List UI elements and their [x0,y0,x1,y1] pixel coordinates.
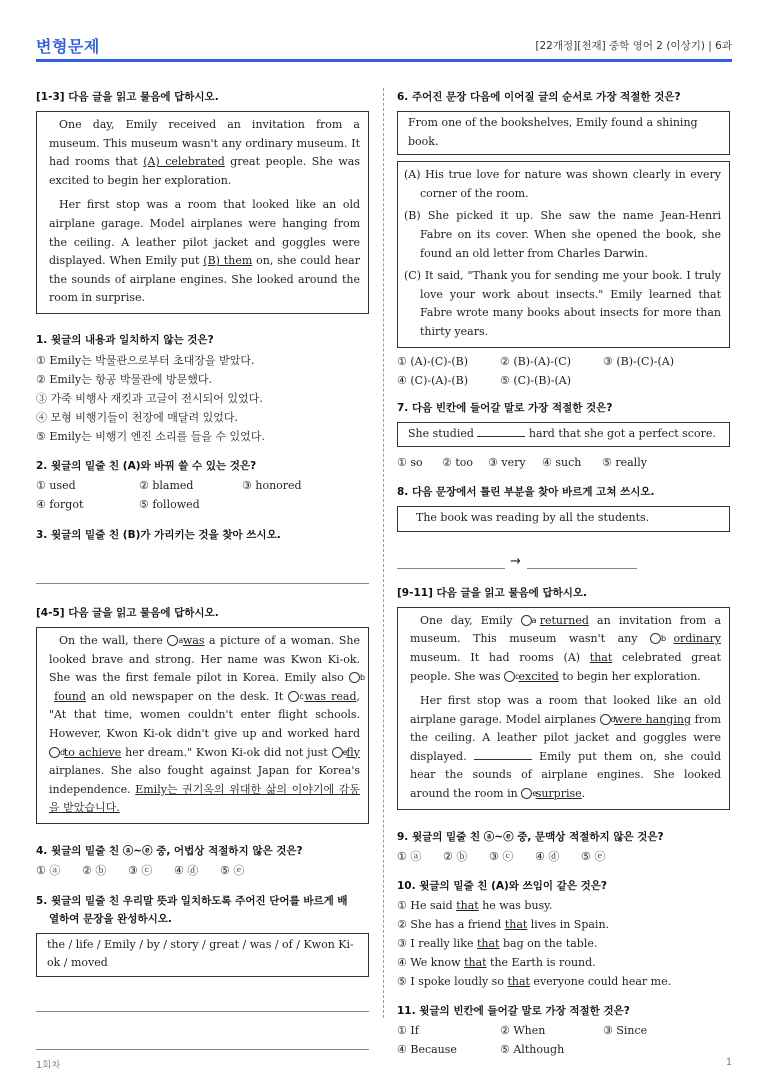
option[interactable]: ⑤ (C)-(B)-(A) [500,373,571,387]
passage-paragraph: On the wall, there a was a picture of a woman. She looked brave and strong. Her name was Kwon Ki-ok. She was the first female pilot in Korea. Emily also b found an old newspaper on the desk. It c was read, "At that time, women couldn't enter flight schools. However, Kwon Ki-ok didn't give up and worked hard d to achieve her dream." Kwon Ki-ok did not just e fly airplanes. She also fought against Japan for Korea's independence. Emily는 권기옥의 위대한 삶의 이야기에 감동을 받았습니다. [49,633,366,815]
question-heading: 10. 윗글의 밑줄 친 (A)와 쓰임이 같은 것은? [397,879,608,892]
option[interactable]: ⑤ Although [500,1042,565,1056]
option[interactable]: ② Emily는 항공 박물관에 방문했다. [36,372,212,386]
option[interactable]: ③ (B)-(C)-(A) [603,354,674,368]
option[interactable]: ① used [36,478,76,492]
option-list [397,896,730,991]
question-group-heading: [1-3] 다음 글을 읽고 물음에 답하시오. [36,91,219,103]
option[interactable]: ④ forgot [36,497,84,511]
option[interactable]: ④ ⓓ [174,863,199,877]
option[interactable]: ② ⓑ [443,849,468,863]
option[interactable]: ③ 가죽 비행사 재킷과 고글이 전시되어 있었다. [36,391,263,405]
option[interactable]: ③ Since [603,1023,648,1037]
option-list [36,351,369,446]
passage-box [36,111,369,314]
word-box: the / life / Emily / by / story / great / was / of / Kwon Ki-ok / moved [36,933,369,977]
option[interactable]: ③ I really like that bag on the table. [397,936,598,950]
option[interactable]: ⑤ really [602,456,647,470]
option-list [397,847,730,866]
question-heading: 8. 다음 문장에서 틀린 부분을 찾아 바르게 고쳐 쓰시오. [397,486,655,499]
blank [477,427,525,437]
question-heading: 5. 윗글의 밑줄 친 우리말 뜻과 일치하도록 주어진 단어를 바르게 배 열하여 문장을 완성하시오. [36,894,348,925]
option[interactable]: ④ 모형 비행기들이 천장에 매달려 있었다. [36,410,238,424]
question-heading: 11. 윗글의 빈칸에 들어갈 말로 가장 적절한 것은? [397,1004,630,1017]
option[interactable]: ⑤ Emily는 비행기 엔진 소리를 들을 수 있었다. [36,429,265,443]
passage-paragraph: Her first stop was a room that looked like an old airplane garage. Model airplanes were hanging from the ceiling. A leather pilot jacket and goggles were displayed. When Emily put (B) them on, she could hear the sounds of airplane engines. She looked around the room in surprise. [49,198,360,305]
order-item: (B) She picked it up. She saw the name Jean-Henri Fabre on its cover. When she opened the book, she found an old letter from Charles Darwin. [404,209,721,260]
option-list [36,861,369,880]
question-heading: 9. 윗글의 밑줄 친 ⓐ~ⓔ 중, 문맥상 적절하지 않은 것은? [397,830,664,843]
page-title: 변형문제 [36,37,100,56]
page-subtitle: [22개정][천재] 중학 영어 2 (이상기) | 6과 [535,40,732,52]
option[interactable]: ① so [397,456,423,470]
option[interactable]: ② too [442,456,474,470]
page-header [36,32,732,64]
option[interactable]: ③ ⓒ [128,863,153,877]
question-group-heading: [9-11] 다음 글을 읽고 물음에 답하시오. [397,586,587,599]
option-list [397,1021,730,1059]
sentence-box: The book was reading by all the students. [397,506,730,532]
option-list [397,352,730,390]
option[interactable]: ② (B)-(A)-(C) [500,354,571,368]
option[interactable]: ② blamed [139,478,194,492]
option[interactable]: ② When [500,1023,546,1037]
option[interactable]: ④ Because [397,1042,457,1056]
option[interactable]: ① If [397,1023,419,1037]
order-box [397,161,730,347]
footer-session: 1회차 [36,1060,61,1071]
question-heading: 3. 윗글의 밑줄 친 (B)가 가리키는 것을 찾아 쓰시오. [36,528,281,541]
question-heading: 1. 윗글의 내용과 일치하지 않는 것은? [36,333,214,346]
column-divider [383,88,384,1018]
question-heading: 4. 윗글의 밑줄 친 ⓐ~ⓔ 중, 어법상 적절하지 않은 것은? [36,844,303,857]
option[interactable]: ② ⓑ [82,863,107,877]
option[interactable]: ⑤ ⓔ [220,863,245,877]
passage-paragraph: One day, Emily a returned an invitation from a museum. This museum wasn't any b ordinary museum. It had rooms (A) that celebrated great people. She was c excited to begin her exploration. [410,613,721,683]
option[interactable]: ① (A)-(C)-(B) [397,354,468,368]
option[interactable]: ② She has a friend that lives in Spain. [397,917,610,931]
question-heading: 6. 주어진 문장 다음에 이어질 글의 순서로 가장 적절한 것은? [397,91,681,103]
sentence-box: She studied hard that she got a perfect score. [397,422,730,448]
page-number: 1 [725,1057,732,1068]
option[interactable]: ④ ⓓ [535,849,560,863]
answer-line[interactable] [36,583,369,584]
option[interactable]: ① Emily는 박물관으로부터 초대장을 받았다. [36,353,255,367]
left-column [36,88,369,1050]
question-group-heading: [4-5] 다음 글을 읽고 물음에 답하시오. [36,606,219,619]
option[interactable]: ⑤ followed [139,497,200,511]
answer-line[interactable] [36,1049,369,1050]
passage-paragraph: One day, Emily received an invitation from a museum. This museum wasn't any ordinary museum. It had rooms that (A) celebrated great people. She was excited to begin her exploration. [49,118,360,187]
answer-line[interactable] [397,568,505,569]
option[interactable]: ⑤ I spoke loudly so that everyone could hear me. [397,974,672,988]
option[interactable]: ① ⓐ [397,849,422,863]
correction-row [397,546,730,576]
header-rule [36,59,732,62]
option[interactable]: ③ honored [242,478,302,492]
order-item: (C) It said, "Thank you for sending me your book. I truly love your work about insects." Emily learned that Fabre wrote many books about insects for more than thirty years. [404,269,721,338]
option-list [397,453,730,472]
option[interactable]: ④ (C)-(A)-(B) [397,373,468,387]
blank [474,750,532,760]
question-heading: 7. 다음 빈칸에 들어갈 말로 가장 적절한 것은? [397,401,613,414]
answer-line[interactable] [527,568,637,569]
passage-box [36,627,369,824]
option[interactable]: ① He said that he was busy. [397,898,553,912]
option[interactable]: ⑤ ⓔ [581,849,606,863]
option[interactable]: ④ We know that the Earth is round. [397,955,596,969]
question-heading: 2. 윗글의 밑줄 친 (A)와 바꿔 쓸 수 있는 것은? [36,459,257,472]
passage-paragraph: Her first stop was a room that looked like an old airplane garage. Model airplanes d were hanging from the ceiling. A leather pilot jacket and goggles were displayed. Emily put them on, she could hear the sounds of airplane engines. She looked around the room in e surprise. [410,694,721,801]
arrow-icon: → [510,553,521,569]
option[interactable]: ③ ⓒ [489,849,514,863]
answer-line[interactable] [36,1011,369,1012]
given-sentence-box: From one of the bookshelves, Emily found a shining book. [397,111,730,155]
order-item: (A) His true love for nature was shown clearly in every corner of the room. [404,168,721,200]
option-list [36,476,369,514]
right-column [397,88,730,1059]
option[interactable]: ③ very [488,456,526,470]
option[interactable]: ① ⓐ [36,863,61,877]
passage-box [397,607,730,810]
option[interactable]: ④ such [542,456,582,470]
